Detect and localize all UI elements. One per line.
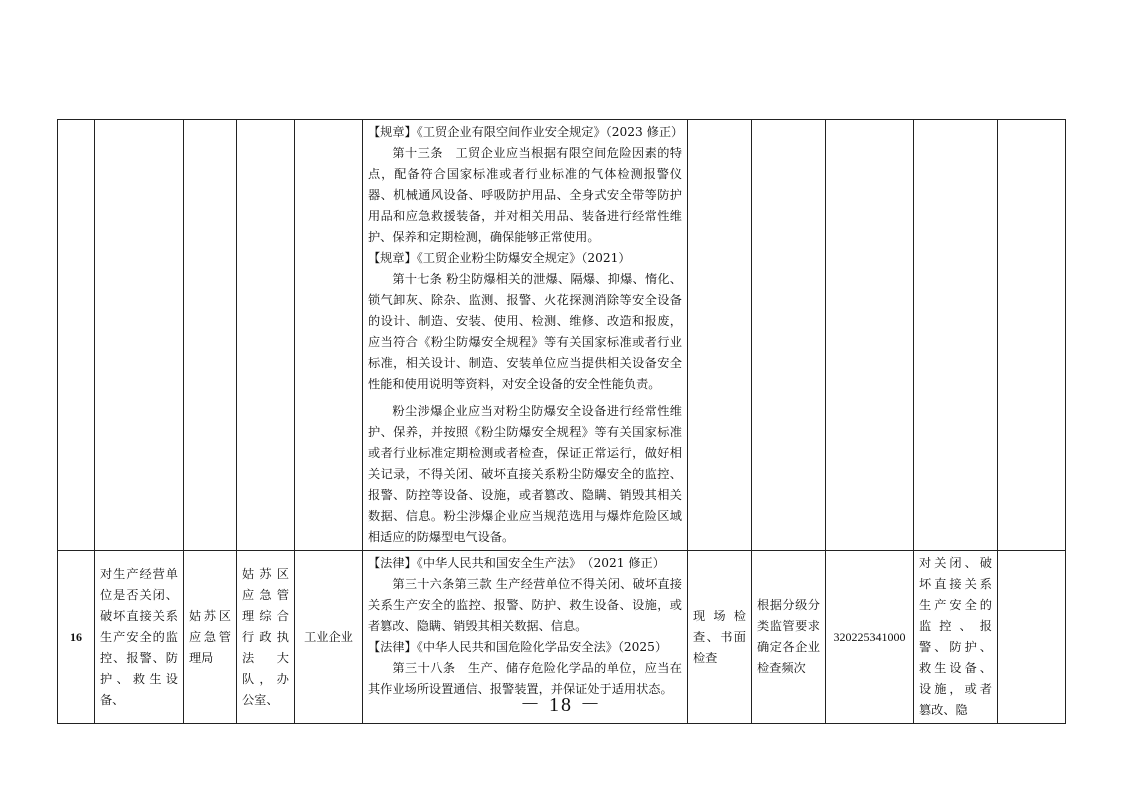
page-number: － 18 － — [520, 694, 602, 716]
cell-remark-prev — [998, 120, 1066, 551]
cell-method-prev — [688, 120, 752, 551]
table-row-continued — [58, 120, 1066, 551]
item-code: 320225341000 — [833, 629, 906, 644]
inspection-frequency: 根据分级分类监管要求确定各企业检查频次 — [757, 598, 820, 675]
inspection-table — [57, 119, 1066, 724]
cell-object-prev — [295, 120, 363, 551]
law-heading: 【规章】《工贸企业粉尘防爆安全规定》（2021） — [368, 251, 631, 265]
cell-number-prev — [58, 120, 95, 551]
law-heading: 【法律】《中华人民共和国危险化学品安全法》（2025） — [368, 640, 668, 654]
law-article: 第三十八条 生产、储存危险化学品的单位，应当在其作业场所设置通信、报警装置，并保证处于适用状态。 — [368, 661, 682, 696]
row-number: 16 — [70, 629, 82, 644]
inspection-item: 对生产经营单位是否关闭、破坏直接关系生产安全的监控、报警、防护、救生设备、 — [100, 566, 178, 707]
inspection-content: 对关闭、破坏直接关系生产安全的监控、报警、防护、救生设备、设施，或者篡改、隐 — [919, 556, 992, 717]
law-article: 第十七条 粉尘防爆相关的泄爆、隔爆、抑爆、惰化、锁气卸灰、除杂、监测、报警、火花探测消除等安全设备的设计、制造、安装、使用、检测、维修、改造和报废，应当符合《粉尘防爆安全规程》等有关国家标准或者行业标准，相关设计、制造、安装单位应当提供相关设备安全性能和使用说明等资料，对安全设备的安全性能负责。 — [368, 272, 682, 391]
inspection-method: 现场检查、书面检查 — [693, 608, 746, 665]
law-article: 粉尘涉爆企业应当对粉尘防爆安全设备进行经常性维护、保养，并按照《粉尘防爆安全规程》等有关国家标准或者行业标准定期检测或者检查，保证正常运行，做好相关记录，不得关闭、破坏直接关系粉尘防爆安全的监控、报警、防控等设备、设施，或者篡改、隐瞒、销毁其相关数据、信息。粉尘涉爆企业应当规范选用与爆炸危险区域相适应的防爆型电气设备。 — [368, 404, 682, 544]
responsible-dept: 姑苏区应急管理局 — [189, 608, 231, 665]
law-heading: 【规章】《工贸企业有限空间作业安全规定》（2023 修正） — [368, 125, 684, 139]
inspection-object: 工业企业 — [304, 629, 353, 644]
cell-law-prev — [363, 120, 688, 551]
law-basis-prev — [363, 120, 687, 550]
law-article: 第三十六条第三款 生产经营单位不得关闭、破坏直接关系生产安全的监控、报警、防护、救生设备、设施，或者篡改、隐瞒、销毁其相关数据、信息。 — [368, 577, 682, 633]
cell-dept-prev — [184, 120, 237, 551]
law-basis — [363, 551, 687, 702]
cell-content-prev — [914, 120, 998, 551]
cell-code-prev — [826, 120, 914, 551]
cell-unit-prev — [237, 120, 295, 551]
law-heading: 【法律】《中华人民共和国安全生产法》 （2021 修正） — [368, 556, 665, 570]
cell-frequency-prev — [752, 120, 826, 551]
cell-item-prev — [95, 120, 184, 551]
executing-unit: 姑苏区应急管理综合行政执法大队，办公室、 — [242, 566, 289, 707]
law-article: 第十三条 工贸企业应当根据有限空间危险因素的特点，配备符合国家标准或者行业标准的气体检测报警仪器、机械通风设备、呼吸防护用品、全身式安全带等防护用品和应急救援装备，并对相关用品、装备进行经常性维护、保养和定期检测，确保能够正常使用。 — [368, 146, 682, 244]
